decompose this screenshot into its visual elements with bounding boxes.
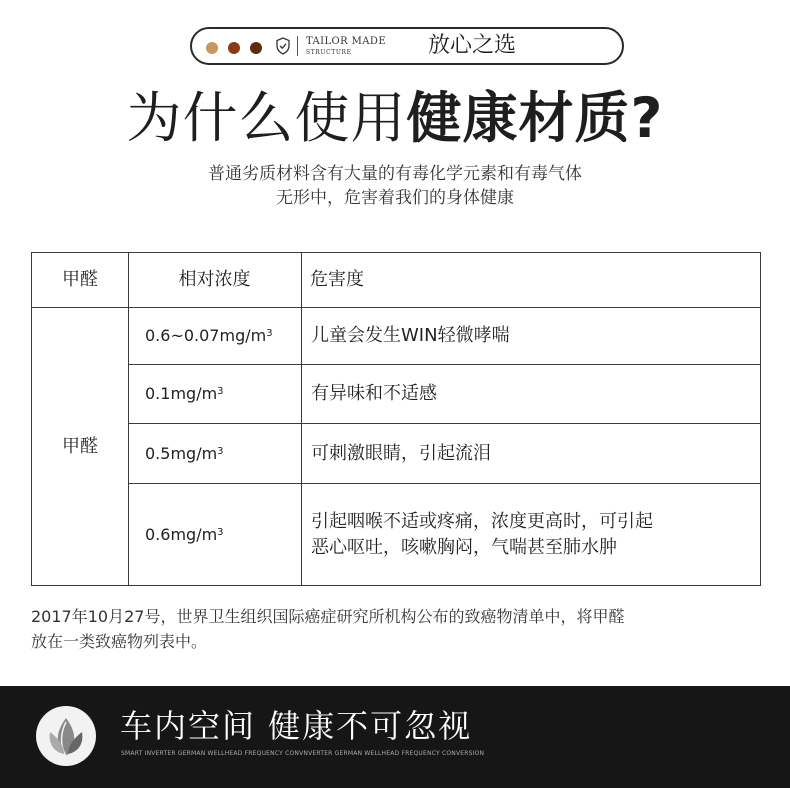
brand-badge [190,27,624,65]
table-row-hazard: 儿童会发生WIN轻微哮喘 [311,325,510,346]
unit-exponent: 3 [217,386,224,397]
header-cell-concentration: 相对浓度 [178,269,251,290]
hazard-line: 恶心呕吐，咳嗽胸闷，气喘甚至肺水肿 [311,536,617,558]
table-row-hazard [311,484,756,585]
banner-title: 车内空间 健康不可忽视 [120,707,473,745]
table-row-concentration [145,424,301,483]
header-cell-substance: 甲醛 [62,269,98,290]
page-title [0,82,790,154]
unit-exponent: 3 [217,445,224,457]
title-bold-part: 健康材质? [406,86,664,150]
concentration-value: 0.1mg/m [145,384,218,403]
formaldehyde-table [31,252,761,586]
table-row-concentration [145,484,301,585]
unit-exponent: 3 [266,328,273,339]
banner-subtitle: SMART INVERTER GERMAN WELLHEAD FREQUENCY CONVNVERTER GERMAN WELLHEAD FREQUENCY CONVERSION [121,750,485,757]
subtitle-line-1: 普通劣质材料含有大量的有毒化学元素和有毒气体 [208,164,582,184]
brand-name: TAILOR MADE [306,36,387,47]
badge-tagline: 放心之选 [428,33,517,58]
shield-check-icon [276,37,290,59]
color-dot-brown [228,42,240,54]
table-divider [301,253,302,585]
unit-exponent: 3 [217,526,224,538]
table-row-concentration [145,365,301,423]
leaf-icon [36,706,96,766]
header-cell-hazard: 危害度 [310,269,364,290]
hazard-line: 引起咽喉不适或疼痛，浓度更高时，可引起 [311,510,653,532]
concentration-value: 0.6~0.07mg/m [145,326,267,345]
concentration-value: 0.6mg/m [145,524,218,544]
table-row-hazard: 有异味和不适感 [311,383,437,404]
footnote-line: 放在一类致癌物列表中。 [31,632,208,651]
title-light-part: 为什么使用 [126,86,407,150]
brand-subname: STRUCTURE [306,49,352,56]
color-dot-tan [206,42,218,54]
badge-divider [297,36,298,56]
table-row-hazard: 可刺激眼睛，引起流泪 [311,442,491,464]
color-dot-dark-brown [250,42,262,54]
footnote-line: 2017年10月27号，世界卫生组织国际癌症研究所机构公布的致癌物清单中，将甲醛 [31,607,625,626]
substance-cell: 甲醛 [62,435,98,457]
subtitle-line-2: 无形中，危害着我们的身体健康 [276,188,514,208]
concentration-value: 0.5mg/m [145,443,218,463]
footnote [31,604,776,654]
bottom-banner [0,686,790,788]
table-row-concentration [145,308,301,364]
